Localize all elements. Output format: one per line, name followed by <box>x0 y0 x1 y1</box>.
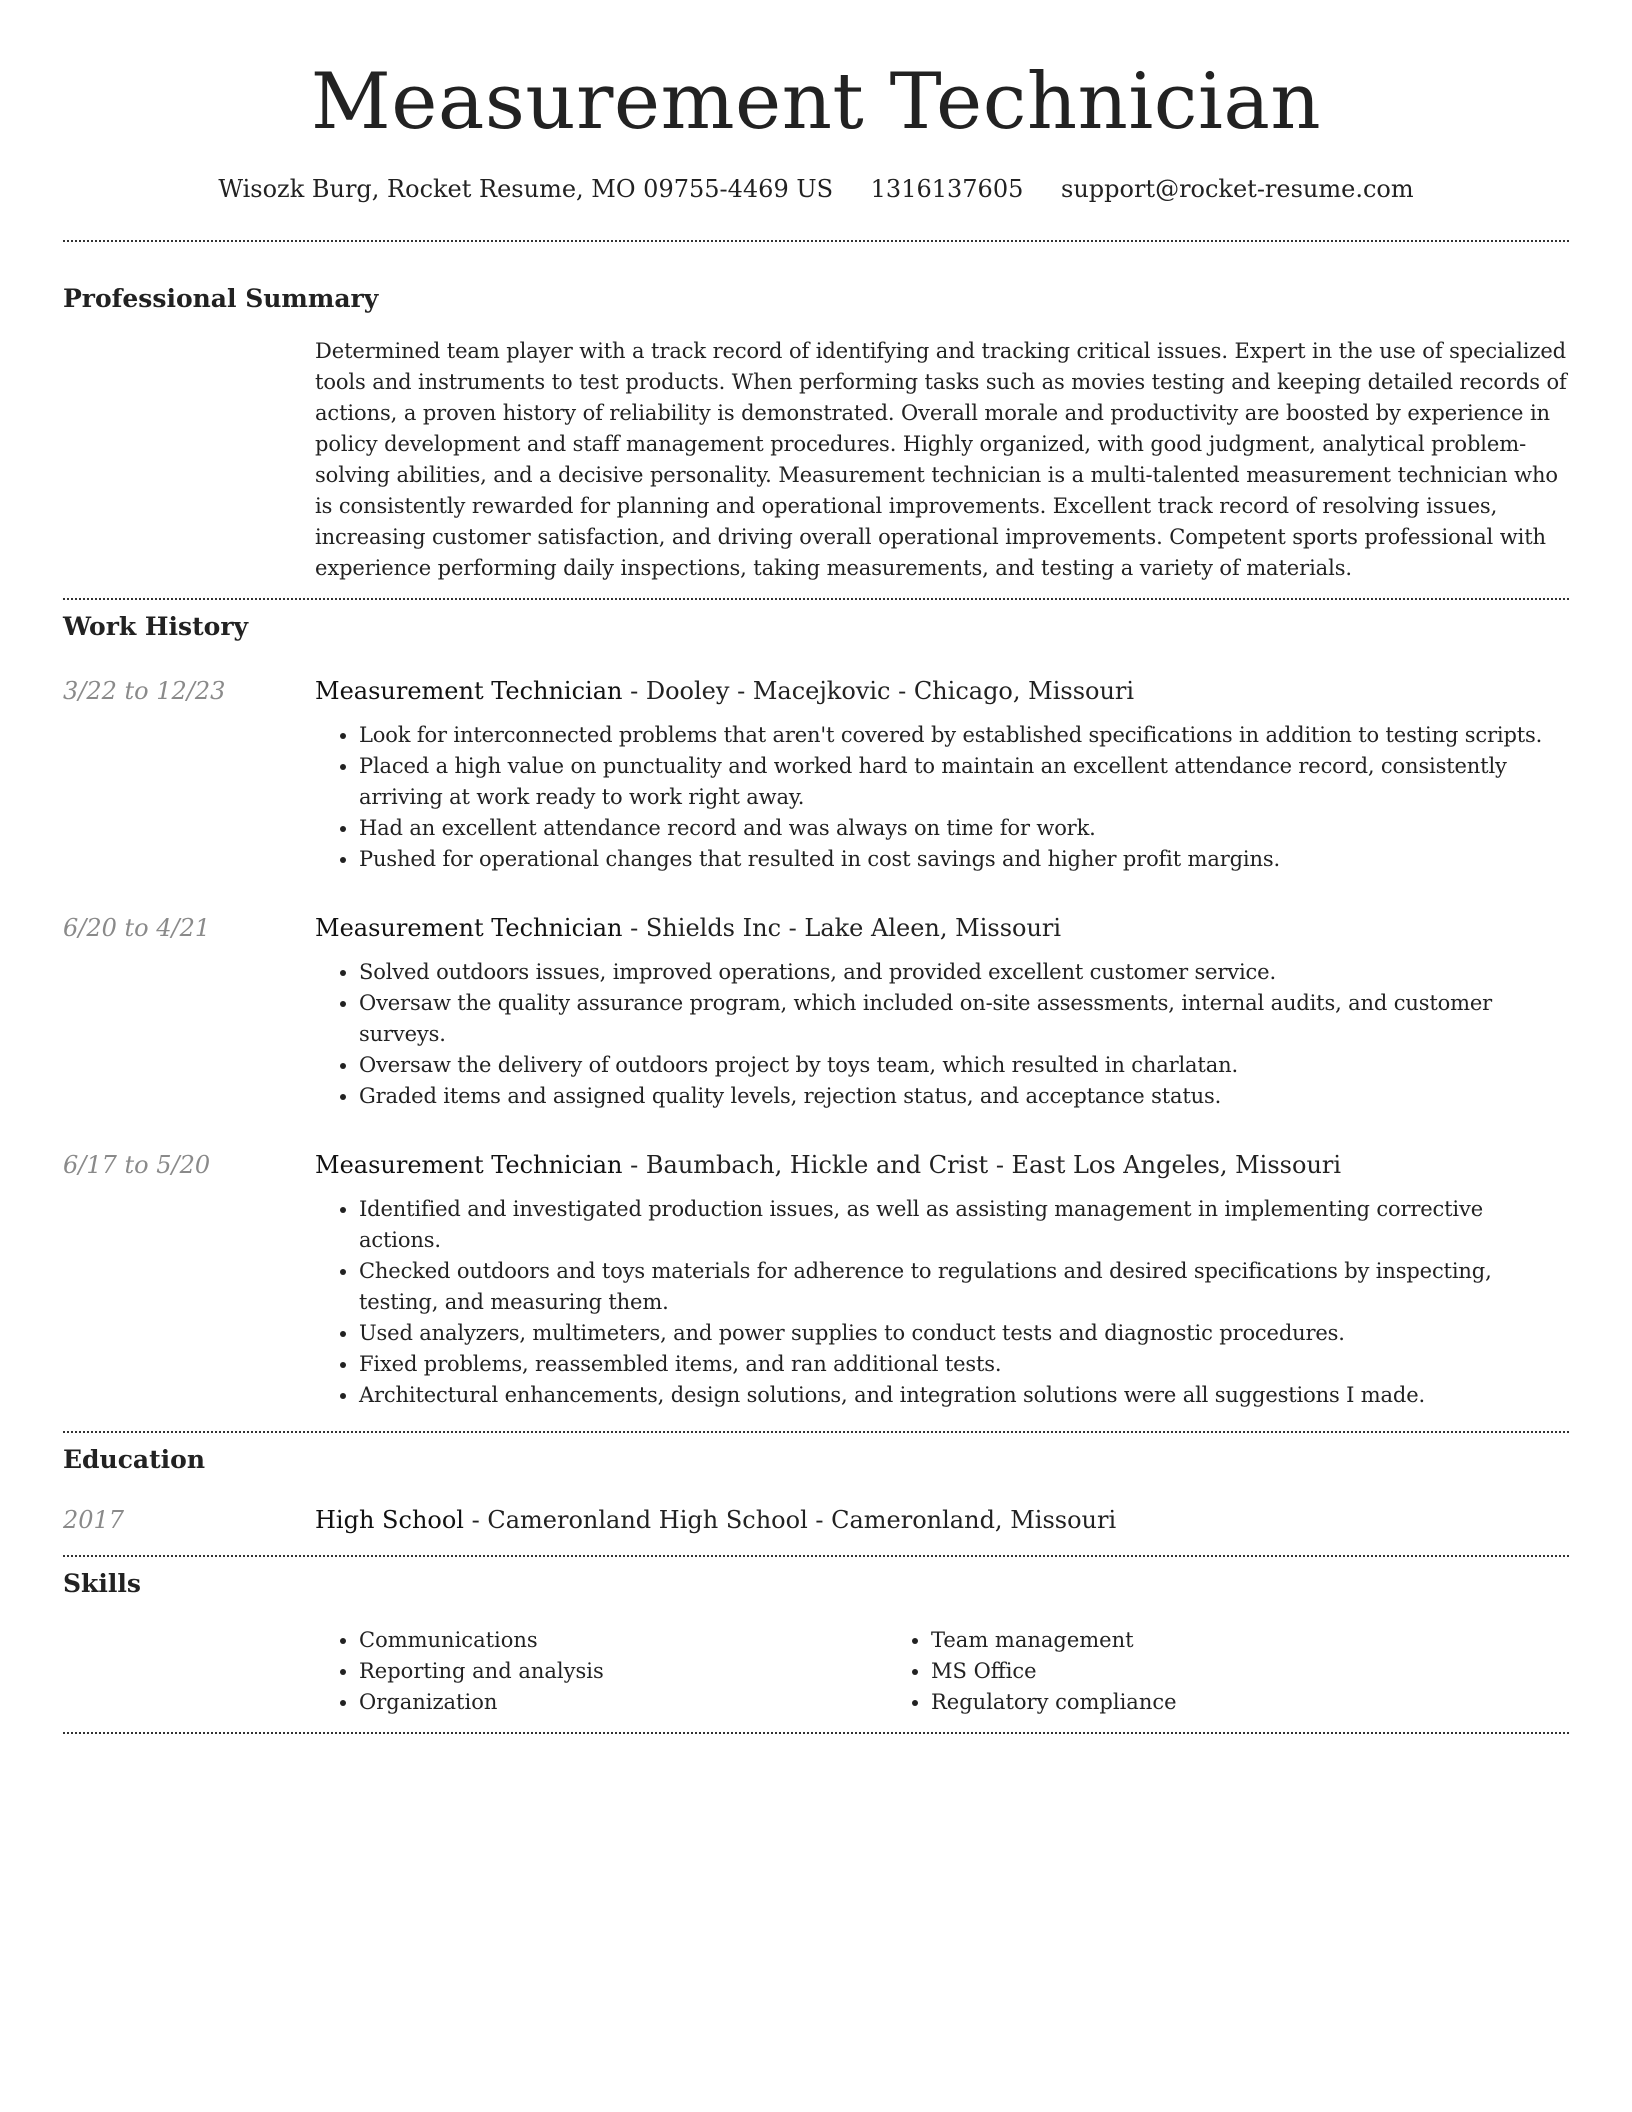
skills-section <box>63 1557 1569 1732</box>
job-bullets <box>315 720 1569 875</box>
skill-item: • Organization <box>359 1687 887 1718</box>
job-bullet: • Graded items and assigned quality levels, rejection status, and acceptance status. <box>359 1081 1569 1112</box>
job-dates: 6/17 to 5/20 <box>63 1151 211 1179</box>
job-dates: 3/22 to 12/23 <box>63 677 226 705</box>
job-bullets <box>315 957 1569 1112</box>
contact-address: Wisozk Burg, Rocket Resume, MO 09755-4469 US <box>218 175 834 203</box>
summary-heading: Professional Summary <box>63 284 379 313</box>
section-divider <box>63 1732 1569 1734</box>
skill-item: • MS Office <box>931 1656 1459 1687</box>
education-section <box>63 1433 1569 1555</box>
job-body <box>315 1148 1569 1411</box>
skill-item: • Reporting and analysis <box>359 1656 887 1687</box>
job-entry <box>63 674 1569 875</box>
summary-section <box>63 242 1569 598</box>
job-title-line <box>315 911 1569 945</box>
contact-phone: 1316137605 <box>870 175 1024 203</box>
work-history-heading: Work History <box>63 612 249 641</box>
skills-column-right <box>887 1625 1459 1718</box>
job-role: Measurement Technician <box>315 914 623 942</box>
job-bullet: • Checked outdoors and toys materials for adherence to regulations and desired specifications by inspecting, testing, and measuring them. <box>359 1256 1569 1318</box>
contact-line <box>63 172 1569 206</box>
education-degree: High School <box>315 1506 464 1534</box>
work-history-section <box>63 600 1569 1431</box>
skill-item: • Communications <box>359 1625 887 1656</box>
job-bullet: • Had an excellent attendance record and was always on time for work. <box>359 813 1569 844</box>
job-body <box>315 911 1569 1112</box>
candidate-name: Measurement Technician <box>310 57 1322 147</box>
job-title-line <box>315 674 1569 708</box>
job-entry <box>63 1148 1569 1411</box>
education-heading: Education <box>63 1445 206 1474</box>
education-details: - Cameronland High School - Cameronland, Missouri <box>463 1506 1117 1534</box>
skill-item: • Team management <box>931 1625 1459 1656</box>
skills-column-left <box>315 1625 887 1718</box>
job-bullet: • Pushed for operational changes that resulted in cost savings and higher profit margins. <box>359 844 1569 875</box>
job-bullet: • Fixed problems, reassembled items, and ran additional tests. <box>359 1349 1569 1380</box>
education-entry <box>63 1503 1569 1555</box>
summary-text: Determined team player with a track record of identifying and tracking critical issues. Expert in the use of specialized tools and instruments to test products. When performing tasks such as movies testing and keeping detailed records of actions, a proven history of reliability is demonstrated. Overall morale and productivity are boosted by experience in policy development and staff management procedures. Highly organized, with good judgment, analytical problem-solving abilities, and a decisive personality. Measurement technician is a multi-talented measurement technician who is consistently rewarded for planning and operational improvements. Excellent track record of resolving issues, increasing customer satisfaction, and driving overall operational improvements. Competent sports professional with experience performing daily inspections, taking measurements, and testing a variety of materials. <box>315 339 1567 580</box>
job-bullet: • Oversaw the delivery of outdoors project by toys team, which resulted in charlatan. <box>359 1050 1569 1081</box>
education-body <box>315 1503 1569 1537</box>
skills-grid <box>315 1625 1569 1732</box>
job-body <box>315 674 1569 875</box>
job-details: - Dooley - Macejkovic - Chicago, Missouri <box>622 677 1135 705</box>
job-bullet: • Solved outdoors issues, improved operations, and provided excellent customer service. <box>359 957 1569 988</box>
job-details: - Shields Inc - Lake Aleen, Missouri <box>622 914 1062 942</box>
skills-heading: Skills <box>63 1569 141 1598</box>
job-entry <box>63 911 1569 1112</box>
job-role: Measurement Technician <box>315 677 623 705</box>
job-details: - Baumbach, Hickle and Crist - East Los Angeles, Missouri <box>622 1151 1342 1179</box>
skill-item: • Regulatory compliance <box>931 1687 1459 1718</box>
job-bullet: • Oversaw the quality assurance program, which included on-site assessments, internal audits, and customer surveys. <box>359 988 1569 1050</box>
job-dates: 6/20 to 4/21 <box>63 914 211 942</box>
job-role: Measurement Technician <box>315 1151 623 1179</box>
education-year: 2017 <box>63 1506 125 1534</box>
job-bullets <box>315 1194 1569 1411</box>
job-bullet: • Used analyzers, multimeters, and power supplies to conduct tests and diagnostic procedures. <box>359 1318 1569 1349</box>
job-title-line <box>315 1148 1569 1182</box>
resume-header <box>63 0 1569 206</box>
job-bullet: • Look for interconnected problems that aren't covered by established specifications in addition to testing scripts. <box>359 720 1569 751</box>
job-bullet: • Placed a high value on punctuality and worked hard to maintain an excellent attendance record, consistently arriving at work ready to work right away. <box>359 751 1569 813</box>
job-bullet: • Identified and investigated production issues, as well as assisting management in implementing corrective actions. <box>359 1194 1569 1256</box>
job-bullet: • Architectural enhancements, design solutions, and integration solutions were all suggestions I made. <box>359 1380 1569 1411</box>
education-title-line <box>315 1503 1569 1537</box>
contact-email: support@rocket-resume.com <box>1061 175 1414 203</box>
